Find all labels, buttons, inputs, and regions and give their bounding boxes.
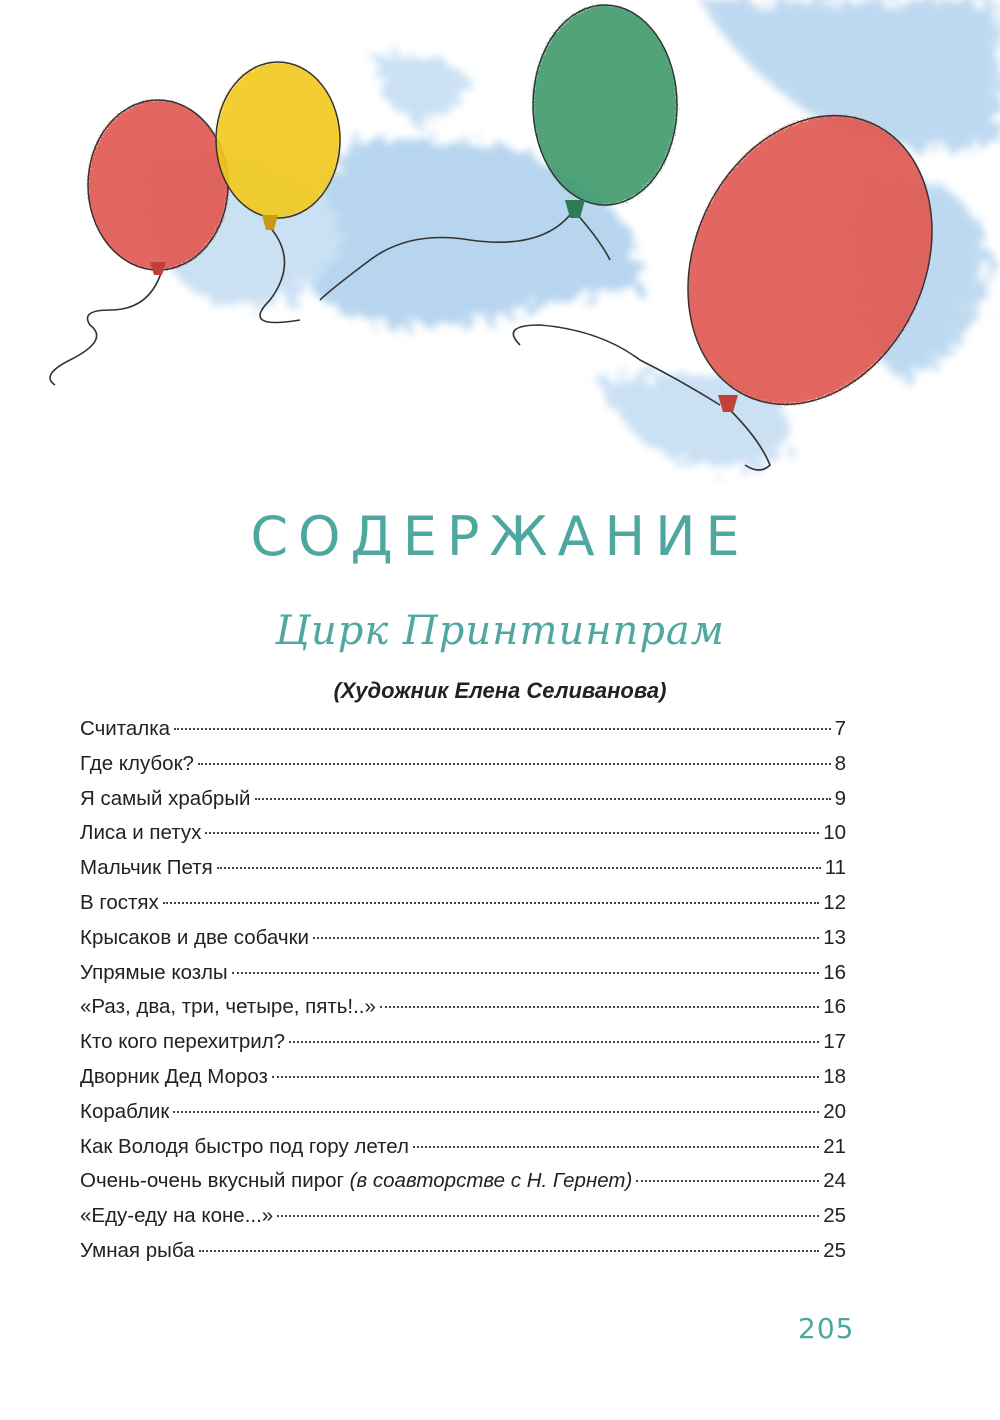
- toc-entry[interactable]: [80, 1135, 846, 1170]
- dot-leader: [636, 1180, 819, 1182]
- dot-leader: [413, 1146, 819, 1148]
- toc-entry[interactable]: [80, 821, 846, 856]
- toc-entry-page: 24: [823, 1169, 846, 1193]
- toc-entry-page: 10: [823, 821, 846, 845]
- toc-entry[interactable]: [80, 1204, 846, 1239]
- toc-entry-title: Я самый храбрый: [80, 786, 251, 810]
- toc-entry-title: Очень-очень вкусный пирог: [80, 1169, 344, 1193]
- toc-entry-page: 25: [823, 1204, 846, 1228]
- toc-entry[interactable]: [80, 1169, 846, 1204]
- toc-entry[interactable]: [80, 787, 846, 822]
- toc-entry-page: 17: [823, 1030, 846, 1054]
- page-title: СОДЕРЖАНИЕ: [250, 505, 750, 568]
- toc-entry-page: 8: [834, 751, 846, 775]
- toc-entry-title: Умная рыба: [80, 1238, 195, 1262]
- toc-entry-note: (в соавторстве с Н. Гернет): [343, 1169, 633, 1193]
- toc-entry-title: Лиса и петух: [80, 821, 202, 845]
- toc-entry-page: 13: [823, 925, 846, 949]
- toc-entry-title: Дворник Дед Мороз: [80, 1064, 268, 1088]
- toc-entry-page: 16: [823, 995, 846, 1019]
- toc-entry[interactable]: [80, 1100, 846, 1135]
- toc-entry-title: «Еду-еду на коне...»: [80, 1204, 274, 1228]
- toc-entry-page: 20: [823, 1099, 846, 1123]
- dot-leader: [198, 763, 831, 765]
- dot-leader: [199, 1250, 820, 1252]
- dot-leader: [205, 832, 819, 834]
- toc-entry[interactable]: [80, 752, 846, 787]
- toc-entry-title: Кораблик: [80, 1099, 170, 1123]
- toc-entry-title: Как Володя быстро под гору летел: [80, 1134, 409, 1158]
- toc-entry-page: 18: [823, 1064, 846, 1088]
- toc-entry-page: 16: [823, 960, 846, 984]
- toc-entry-page: 12: [823, 890, 846, 914]
- artist-credit: (Художник Елена Селиванова): [333, 678, 667, 703]
- toc-entry[interactable]: [80, 891, 846, 926]
- toc-entry[interactable]: [80, 1239, 846, 1274]
- toc-entry[interactable]: [80, 856, 846, 891]
- dot-leader: [173, 1111, 819, 1113]
- balloons-illustration: [0, 0, 1000, 500]
- dot-leader: [217, 867, 821, 869]
- dot-leader: [272, 1076, 819, 1078]
- toc-entry-title: Кто кого перехитрил?: [80, 1030, 286, 1054]
- toc-entry[interactable]: [80, 1030, 846, 1065]
- toc-entry-title: Упрямые козлы: [80, 960, 228, 984]
- toc-entry-title: В гостях: [80, 890, 159, 914]
- dot-leader: [289, 1041, 819, 1043]
- toc-entry-page: 21: [823, 1134, 846, 1158]
- toc-entry[interactable]: [80, 995, 846, 1030]
- toc-entry-title: «Раз, два, три, четыре, пять!..»: [80, 995, 376, 1019]
- toc-entry-title: Мальчик Петя: [80, 856, 213, 880]
- table-of-contents: [80, 717, 846, 1274]
- dot-leader: [277, 1215, 819, 1217]
- toc-entry-title: Где клубок?: [80, 751, 194, 775]
- toc-entry[interactable]: [80, 961, 846, 996]
- dot-leader: [255, 798, 831, 800]
- dot-leader: [313, 937, 819, 939]
- page-number: 205: [798, 1312, 855, 1345]
- toc-entry[interactable]: [80, 717, 846, 752]
- section-title: Цирк Принтинпрам: [275, 608, 725, 654]
- toc-entry-page: 7: [834, 717, 846, 740]
- toc-entry[interactable]: [80, 926, 846, 961]
- dot-leader: [232, 972, 820, 974]
- toc-entry-title: Считалка: [80, 717, 171, 740]
- toc-entry-title: Крысаков и две собачки: [80, 925, 309, 949]
- toc-entry-page: 9: [834, 786, 846, 810]
- toc-entry-page: 25: [823, 1238, 846, 1262]
- toc-entry[interactable]: [80, 1065, 846, 1100]
- dot-leader: [380, 1006, 819, 1008]
- dot-leader: [174, 728, 831, 730]
- dot-leader: [163, 902, 819, 904]
- toc-entry-page: 11: [824, 856, 846, 880]
